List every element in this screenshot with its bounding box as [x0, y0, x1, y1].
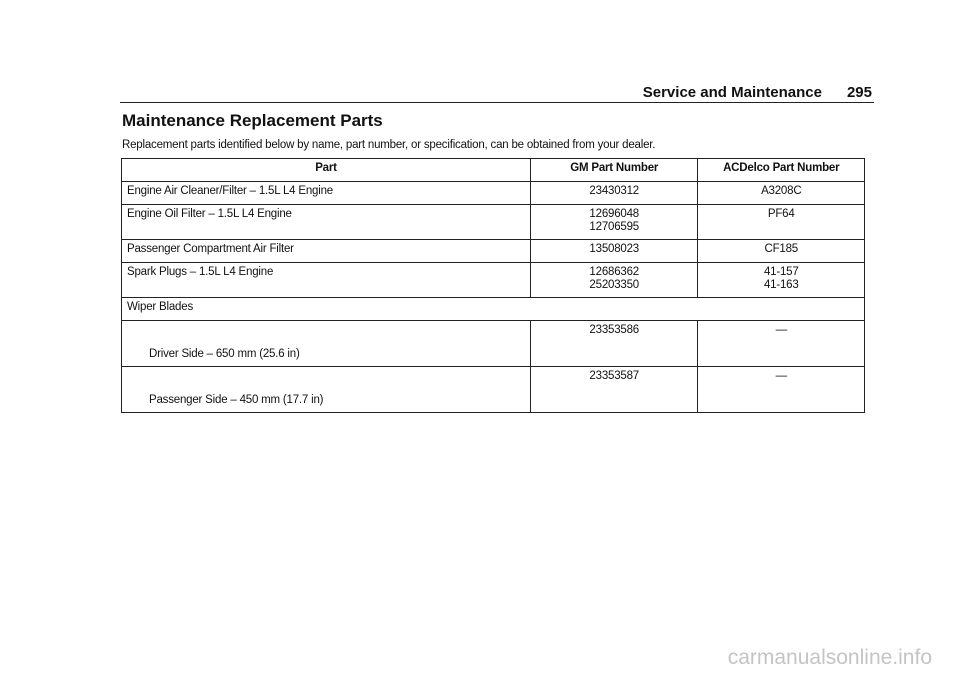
- header-gm-part-number: GM Part Number: [530, 159, 698, 182]
- acdelco-part-number: —: [698, 367, 865, 413]
- table-row: [122, 182, 865, 205]
- table-header-row: [122, 159, 865, 182]
- acdelco-part-number: 41-157 41-163: [698, 263, 865, 298]
- acdelco-part-number: A3208C: [698, 182, 865, 205]
- page-title: Maintenance Replacement Parts: [122, 111, 383, 130]
- part-name: Engine Oil Filter – 1.5L L4 Engine: [122, 205, 531, 240]
- page-number: 295: [846, 84, 872, 101]
- gm-part-number: 12686362 25203350: [530, 263, 698, 298]
- gm-part-number: 23353587: [530, 367, 698, 413]
- table-row: [122, 321, 865, 367]
- acdelco-part-number: CF185: [698, 240, 865, 263]
- gm-part-number: 13508023: [530, 240, 698, 263]
- part-group-name: Wiper Blades: [122, 298, 865, 321]
- table-row-group: [122, 298, 865, 321]
- table-row: [122, 205, 865, 240]
- header-part: Part: [122, 159, 531, 182]
- acdelco-part-number: —: [698, 321, 865, 367]
- gm-part-number: 12696048 12706595: [530, 205, 698, 240]
- intro-text: Replacement parts identified below by name, part number, or specification, can be obtained from your dealer.: [122, 139, 656, 151]
- part-name: Driver Side – 650 mm (25.6 in): [122, 321, 531, 367]
- table-row: [122, 367, 865, 413]
- parts-table: [121, 158, 865, 413]
- part-name: Spark Plugs – 1.5L L4 Engine: [122, 263, 531, 298]
- part-name: Passenger Compartment Air Filter: [122, 240, 531, 263]
- page-header: [120, 84, 874, 103]
- table-row: [122, 240, 865, 263]
- header-acdelco-part-number: ACDelco Part Number: [698, 159, 865, 182]
- section-title: Service and Maintenance: [642, 84, 822, 101]
- acdelco-part-number: PF64: [698, 205, 865, 240]
- watermark-text: carmanualsonline.info: [727, 646, 932, 669]
- part-name: Passenger Side – 450 mm (17.7 in): [122, 367, 531, 413]
- gm-part-number: 23353586: [530, 321, 698, 367]
- table-row: [122, 263, 865, 298]
- gm-part-number: 23430312: [530, 182, 698, 205]
- part-name: Engine Air Cleaner/Filter – 1.5L L4 Engine: [122, 182, 531, 205]
